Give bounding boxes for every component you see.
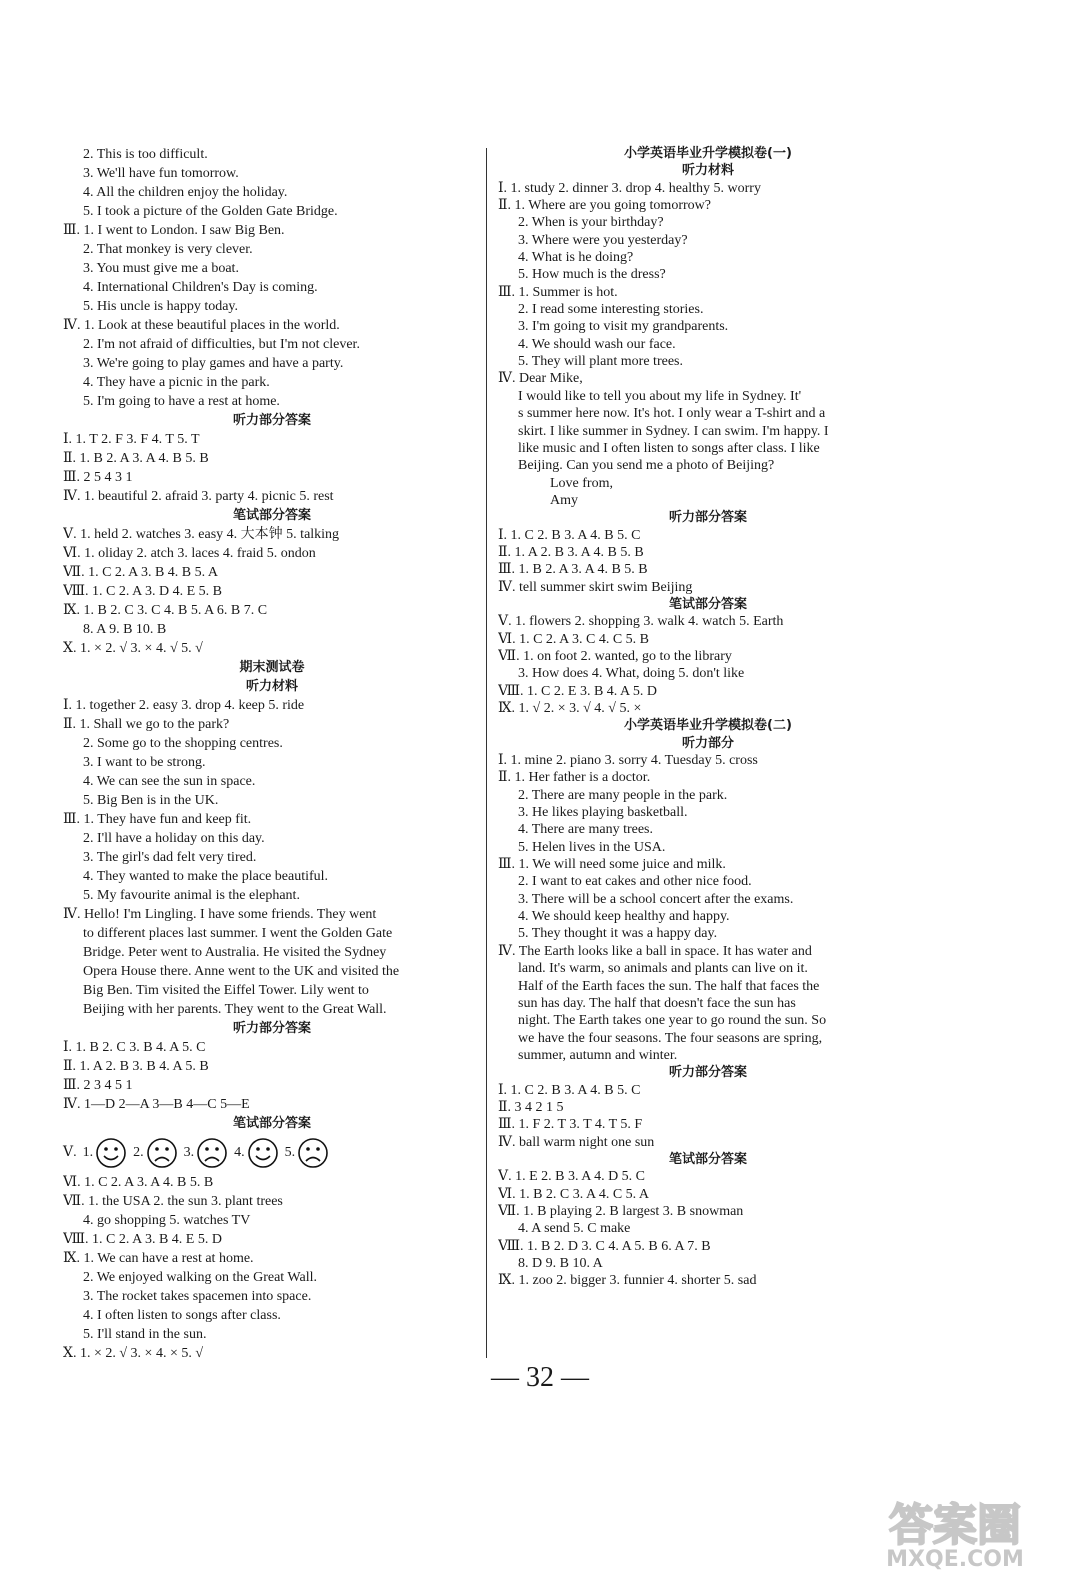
answer-line: Ⅱ. 1. A 2. B 3. B 4. A 5. B	[63, 1059, 209, 1074]
smiley-face-icon	[247, 1137, 279, 1169]
answer-line: 2. That monkey is very clever.	[83, 242, 253, 257]
answer-line: Ⅷ. 1. C 2. A 3. D 4. E 5. B	[63, 584, 222, 599]
left-column	[63, 145, 481, 1363]
face-item	[83, 1133, 128, 1173]
answer-line: 8. D 9. B 10. A	[518, 1256, 603, 1271]
answer-line: 5. Helen lives in the USA.	[518, 839, 666, 855]
answer-line: Ⅸ. 1. We can have a rest at home.	[63, 1251, 254, 1266]
answer-line: to different places last summer. I went the Golden Gate	[83, 926, 393, 941]
answer-line: Ⅲ. 1. I went to London. I saw Big Ben.	[63, 223, 285, 238]
answer-line: Ⅳ. 1. Look at these beautiful places in the world.	[63, 318, 340, 333]
answer-line: Ⅸ. 1. B 2. C 3. C 4. B 5. A 6. B 7. C	[63, 603, 268, 618]
left-lines-tail	[63, 1173, 481, 1363]
answer-line: Beijing with her parents. They went to the Great Wall.	[83, 1002, 387, 1017]
section-heading: 听力部分答案	[232, 1021, 311, 1036]
answer-line: Ⅹ. 1. × 2. √ 3. × 4. × 5. √	[63, 1346, 204, 1361]
left-lines	[63, 145, 481, 1133]
answer-line: 2. I'm not afraid of difficulties, but I'm not clever.	[83, 337, 360, 352]
answer-line: 4. What is he doing?	[518, 250, 634, 266]
answer-line: Love from,	[550, 475, 613, 491]
answer-line: we have the four seasons. The four seasons are spring,	[518, 1030, 823, 1046]
answer-line: Ⅶ. 1. the USA 2. the sun 3. plant trees	[63, 1194, 283, 1209]
answer-line: Ⅳ. 1. beautiful 2. afraid 3. party 4. picnic 5. rest	[63, 489, 334, 504]
answer-line: 4. International Children's Day is coming.	[83, 280, 318, 295]
watermark-sub: MXQE.COM	[886, 1547, 1024, 1570]
answer-line: Ⅵ. 1. C 2. A 3. C 4. C 5. B	[498, 631, 649, 647]
answer-line: Big Ben. Tim visited the Eiffel Tower. Lily went to	[83, 983, 369, 998]
section-heading: 听力材料	[681, 163, 734, 179]
answer-line: Ⅵ. 1. C 2. A 3. A 4. B 5. B	[63, 1175, 214, 1190]
sad-face-icon	[196, 1137, 228, 1169]
answer-line: 3. I'm going to visit my grandparents.	[518, 319, 729, 335]
answer-line: 5. They will plant more trees.	[518, 354, 683, 370]
answer-line: sun has day. The half that doesn't face the sun has	[518, 995, 796, 1011]
answer-line: Ⅱ. 1. Shall we go to the park?	[63, 717, 230, 732]
answer-line: 5. How much is the dress?	[518, 267, 666, 283]
answer-line: 4. We can see the sun in space.	[83, 774, 256, 789]
answer-line: 5. I'll stand in the sun.	[83, 1327, 207, 1342]
answer-line: 2. I'll have a holiday on this day.	[83, 831, 265, 846]
section-heading: 笔试部分答案	[668, 596, 747, 612]
section-heading: 听力材料	[245, 679, 298, 694]
face-item	[234, 1133, 279, 1173]
section-heading: 笔试部分答案	[232, 1116, 311, 1131]
answer-line: 4. We should wash our face.	[518, 336, 676, 352]
right-column	[498, 145, 918, 1290]
answer-line: 5. Big Ben is in the UK.	[83, 793, 219, 808]
answer-line: Opera House there. Anne went to the UK and visited the	[83, 964, 400, 979]
face-item	[285, 1133, 330, 1173]
face-number: 3.	[183, 1145, 195, 1160]
answer-line: Ⅵ. 1. B 2. C 3. A 4. C 5. A	[498, 1186, 649, 1202]
answer-line: Bridge. Peter went to Australia. He visited the Sydney	[83, 945, 387, 960]
watermark-logo	[850, 1494, 1060, 1570]
section-heading: 小学英语毕业升学模拟卷(一)	[624, 146, 792, 161]
answer-line: Ⅶ. 1. on foot 2. wanted, go to the library	[498, 648, 732, 664]
answer-line: Ⅰ. 1. T 2. F 3. F 4. T 5. T	[63, 432, 200, 447]
section-heading: 笔试部分答案	[668, 1151, 747, 1167]
answer-line: Ⅱ. 3 4 2 1 5	[498, 1099, 564, 1115]
section-heading: 听力部分答案	[668, 510, 747, 526]
answer-line: Ⅷ. 1. C 2. A 3. B 4. E 5. D	[63, 1232, 222, 1247]
answer-line: 3. The rocket takes spacemen into space.	[83, 1289, 312, 1304]
answer-line: skirt. I like summer in Sydney. I can swim. I'm happy. I	[518, 423, 829, 439]
answer-line: Ⅱ. 1. A 2. B 3. A 4. B 5. B	[498, 544, 644, 560]
section-heading: 笔试部分答案	[232, 508, 311, 523]
face-number: 5.	[284, 1145, 296, 1160]
answer-line: night. The Earth takes one year to go round the sun. So	[518, 1013, 827, 1029]
answer-line: 5. My favourite animal is the elephant.	[83, 888, 300, 903]
watermark-main: 答案圈	[889, 1500, 1021, 1551]
section-heading: 听力部分答案	[668, 1065, 747, 1081]
answer-line: Ⅳ. The Earth looks like a ball in space. It has water and	[498, 943, 812, 959]
right-lines	[498, 145, 918, 1290]
answer-line: Ⅱ. 1. Her father is a doctor.	[498, 770, 651, 786]
answer-line: 2. There are many people in the park.	[518, 787, 728, 803]
section-heading: 听力部分答案	[232, 413, 311, 428]
answer-line: Ⅲ. 1. We will need some juice and milk.	[498, 857, 726, 873]
faces-label: Ⅴ.	[63, 1145, 77, 1160]
answer-line: Ⅲ. 1. Summer is hot.	[498, 284, 618, 300]
answer-line: Ⅲ. 2 5 4 3 1	[63, 470, 133, 485]
answer-line: 3. We're going to play games and have a party.	[83, 356, 344, 371]
answer-line: summer, autumn and winter.	[518, 1047, 678, 1063]
faces-row	[63, 1133, 481, 1173]
answer-line: Ⅶ. 1. B playing 2. B largest 3. B snowman	[498, 1203, 744, 1219]
answer-line: Ⅳ. Dear Mike,	[498, 371, 583, 387]
face-number: 2.	[133, 1145, 144, 1160]
answer-line: Ⅷ. 1. B 2. D 3. C 4. A 5. B 6. A 7. B	[498, 1238, 711, 1254]
answer-line: 2. Some go to the shopping centres.	[83, 736, 283, 751]
answer-line: 4. They have a picnic in the park.	[83, 375, 270, 390]
answer-line: Ⅰ. 1. study 2. dinner 3. drop 4. healthy 5. worry	[498, 180, 761, 196]
answer-line: Ⅱ. 1. Where are you going tomorrow?	[498, 198, 711, 214]
column-divider	[486, 148, 487, 1358]
answer-line: Ⅴ. 1. E 2. B 3. A 4. D 5. C	[498, 1169, 646, 1185]
answer-line: 2. I want to eat cakes and other nice food.	[518, 874, 752, 890]
answer-line: Ⅰ. 1. C 2. B 3. A 4. B 5. C	[498, 1082, 641, 1098]
answer-line: Ⅹ. 1. × 2. √ 3. × 4. √ 5. √	[63, 641, 203, 656]
answer-line: Ⅰ. 1. B 2. C 3. B 4. A 5. C	[63, 1040, 206, 1055]
answer-line: Ⅳ. Hello! I'm Lingling. I have some friends. They went	[63, 907, 377, 922]
page-number: — 32 —	[491, 1362, 589, 1393]
answer-line: Ⅲ. 1. F 2. T 3. T 4. T 5. F	[498, 1117, 643, 1133]
answer-line: 4. go shopping 5. watches TV	[83, 1213, 251, 1228]
answer-line: 3. I want to be strong.	[83, 755, 206, 770]
answer-line: 5. They thought it was a happy day.	[518, 926, 718, 942]
answer-line: Ⅳ. tell summer skirt swim Beijing	[498, 579, 693, 595]
answer-line: 2. We enjoyed walking on the Great Wall.	[83, 1270, 318, 1285]
answer-line: Ⅳ. ball warm night one sun	[498, 1134, 655, 1150]
answer-line: land. It's warm, so animals and plants can live on it.	[518, 961, 808, 977]
section-heading: 听力部分	[681, 735, 734, 751]
answer-line: 5. His uncle is happy today.	[83, 299, 239, 314]
answer-line: Ⅱ. 1. B 2. A 3. A 4. B 5. B	[63, 451, 209, 466]
answer-line: 8. A 9. B 10. B	[83, 622, 167, 637]
answer-line: 2. When is your birthday?	[518, 215, 664, 231]
answer-line: s summer here now. It's hot. I only wear a T-shirt and a	[518, 406, 826, 422]
answer-line: Ⅳ. 1—D 2—A 3—B 4—C 5—E	[63, 1097, 250, 1112]
answer-line: 3. You must give me a boat.	[83, 261, 239, 276]
answer-line: Ⅲ. 1. They have fun and keep fit.	[63, 812, 252, 827]
answer-line: I would like to tell you about my life in Sydney. It'	[518, 388, 802, 404]
answer-line: Ⅷ. 1. C 2. E 3. B 4. A 5. D	[498, 683, 657, 699]
answer-line: Amy	[550, 492, 578, 508]
face-number: 1.	[82, 1145, 94, 1160]
sad-face-icon	[146, 1137, 178, 1169]
answer-line: Ⅴ. 1. flowers 2. shopping 3. walk 4. watch 5. Earth	[498, 614, 784, 630]
answer-line: Ⅵ. 1. oliday 2. atch 3. laces 4. fraid 5. ondon	[63, 546, 316, 561]
answer-line: 4. All the children enjoy the holiday.	[83, 185, 288, 200]
answer-line: 5. I'm going to have a rest at home.	[83, 394, 280, 409]
answer-line: like music and I often listen to songs after class. I like	[518, 440, 820, 456]
answer-line: Half of the Earth faces the sun. The half that faces the	[518, 978, 820, 994]
face-number: 4.	[234, 1145, 245, 1160]
answer-line: 2. I read some interesting stories.	[518, 302, 704, 318]
answer-line: Ⅶ. 1. C 2. A 3. B 4. B 5. A	[63, 565, 218, 580]
answer-line: Ⅰ. 1. together 2. easy 3. drop 4. keep 5. ride	[63, 698, 305, 713]
sad-face-icon	[297, 1137, 329, 1169]
answer-line: 3. How does 4. What, doing 5. don't like	[518, 666, 745, 682]
answer-line: 3. He likes playing basketball.	[518, 805, 688, 821]
answer-line: Ⅲ. 1. B 2. A 3. A 4. B 5. B	[498, 562, 648, 578]
answer-line: 5. I took a picture of the Golden Gate Bridge.	[83, 204, 338, 219]
answer-line: 4. They wanted to make the place beautiful.	[83, 869, 329, 884]
answer-line: Ⅸ. 1. zoo 2. bigger 3. funnier 4. shorter 5. sad	[498, 1273, 757, 1289]
answer-line: 4. There are many trees.	[518, 822, 654, 838]
answer-line: 2. This is too difficult.	[83, 147, 208, 162]
answer-line: Ⅲ. 2 3 4 5 1	[63, 1078, 133, 1093]
face-item	[184, 1133, 229, 1173]
section-heading: 小学英语毕业升学模拟卷(二)	[624, 718, 792, 734]
answer-line: Ⅰ. 1. C 2. B 3. A 4. B 5. C	[498, 527, 641, 543]
face-item	[133, 1133, 178, 1173]
answer-line: 3. We'll have fun tomorrow.	[83, 166, 239, 181]
answer-line: 4. A send 5. C make	[518, 1221, 631, 1237]
answer-line: Ⅰ. 1. mine 2. piano 3. sorry 4. Tuesday 5. cross	[498, 753, 758, 769]
answer-line: Ⅸ. 1. √ 2. × 3. √ 4. √ 5. ×	[498, 701, 642, 716]
answer-line: 3. The girl's dad felt very tired.	[83, 850, 257, 865]
answer-line: 4. I often listen to songs after class.	[83, 1308, 281, 1323]
answer-line: 3. Where were you yesterday?	[518, 232, 688, 248]
smiley-face-icon	[95, 1137, 127, 1169]
answer-line: Beijing. Can you send me a photo of Beijing?	[518, 458, 775, 474]
section-heading: 期末测试卷	[239, 660, 305, 675]
answer-line: 3. There will be a school concert after the exams.	[518, 891, 794, 907]
answer-line: 4. We should keep healthy and happy.	[518, 909, 730, 925]
answer-line: Ⅴ. 1. held 2. watches 3. easy 4. 大本钟 5. talking	[63, 527, 340, 542]
